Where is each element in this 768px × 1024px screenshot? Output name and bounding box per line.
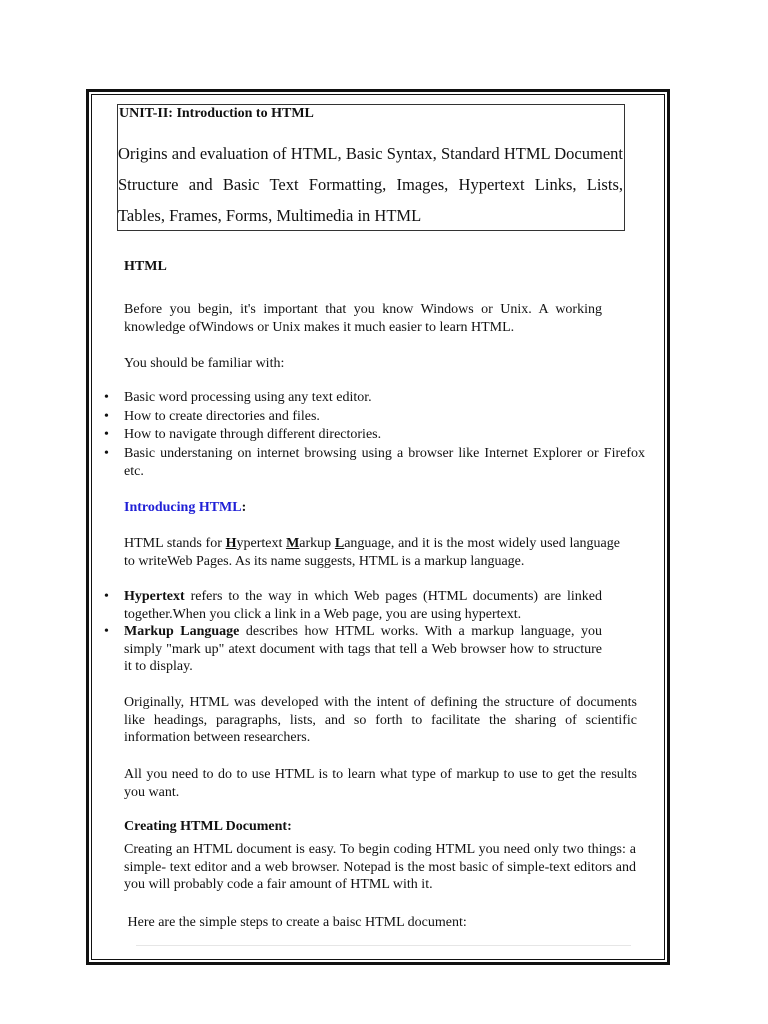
familiar-paragraph: You should be familiar with:	[124, 356, 285, 371]
stands-for-paragraph	[124, 535, 620, 570]
intro-paragraph: Before you begin, it's important that you know Windows or Unix. A working knowledge ofWindows or Unix makes it much easier to learn HTML.	[124, 302, 602, 335]
introducing-html-title: Introducing HTML	[124, 500, 242, 515]
stands-post: anguage, and it is the most widely used language to writeWeb Pages. As its name suggests, HTML is a markup language.	[124, 536, 620, 569]
all-you-need-paragraph: All you need to do to use HTML is to learn what type of markup to use to get the results you want.	[124, 767, 637, 800]
list-item	[104, 623, 602, 676]
familiar-list	[104, 389, 645, 482]
letter-h: H	[225, 536, 237, 551]
html-heading: HTML	[124, 259, 167, 274]
stands-pre: HTML stands for	[124, 536, 226, 551]
unit-title: UNIT-II: Introduction to HTML	[119, 106, 314, 121]
creating-paragraph: Creating an HTML document is easy. To begin coding HTML you need only two things: a simple- text editor and a web browser. Notepad is the most basic of simple-text editors and you will probably code a fair amount of HTML with it.	[124, 842, 636, 892]
list-item: • How to navigate through different directories.	[104, 426, 645, 445]
definition-text: refers to the way in which Web pages (HTML documents) are linked together.When you click a link in a Web page, you are using hypertext.	[124, 589, 602, 622]
letter-l: L	[334, 536, 345, 551]
list-item: • Basic understaning on internet browsing using a browser like Internet Explorer or Firefox etc.	[104, 445, 645, 482]
stands-arkup: arkup	[299, 536, 335, 551]
stands-yper: ypertext	[236, 536, 287, 551]
introducing-html-colon: :	[241, 500, 247, 515]
divider	[136, 945, 631, 946]
originally-paragraph: Originally, HTML was developed with the intent of defining the structure of documents like headings, paragraphs, lists, and so forth to facilitate the sharing of scientific information between researchers.	[124, 695, 637, 745]
introducing-html-heading	[124, 500, 246, 516]
list-item: • How to create directories and files.	[104, 408, 645, 427]
letter-m: M	[286, 536, 300, 551]
list-item	[104, 588, 602, 623]
steps-paragraph: Here are the simple steps to create a baisc HTML document:	[124, 915, 467, 930]
creating-html-heading: Creating HTML Document:	[124, 819, 292, 834]
definition-term: Hypertext	[124, 589, 185, 604]
unit-topics: Origins and evaluation of HTML, Basic Syntax, Standard HTML Document Structure and Basic Text Formatting, Images, Hypertext Links, Lists, Tables, Frames, Forms, Multimedia in HTML	[118, 144, 623, 225]
definition-text: describes how HTML works. With a markup language, you simply "mark up" atext document with tags that tell a Web browser how to structure it to display.	[124, 624, 602, 674]
definitions-list	[104, 588, 602, 676]
list-item: • Basic word processing using any text editor.	[104, 389, 645, 408]
definition-term: Markup Language	[124, 624, 240, 639]
